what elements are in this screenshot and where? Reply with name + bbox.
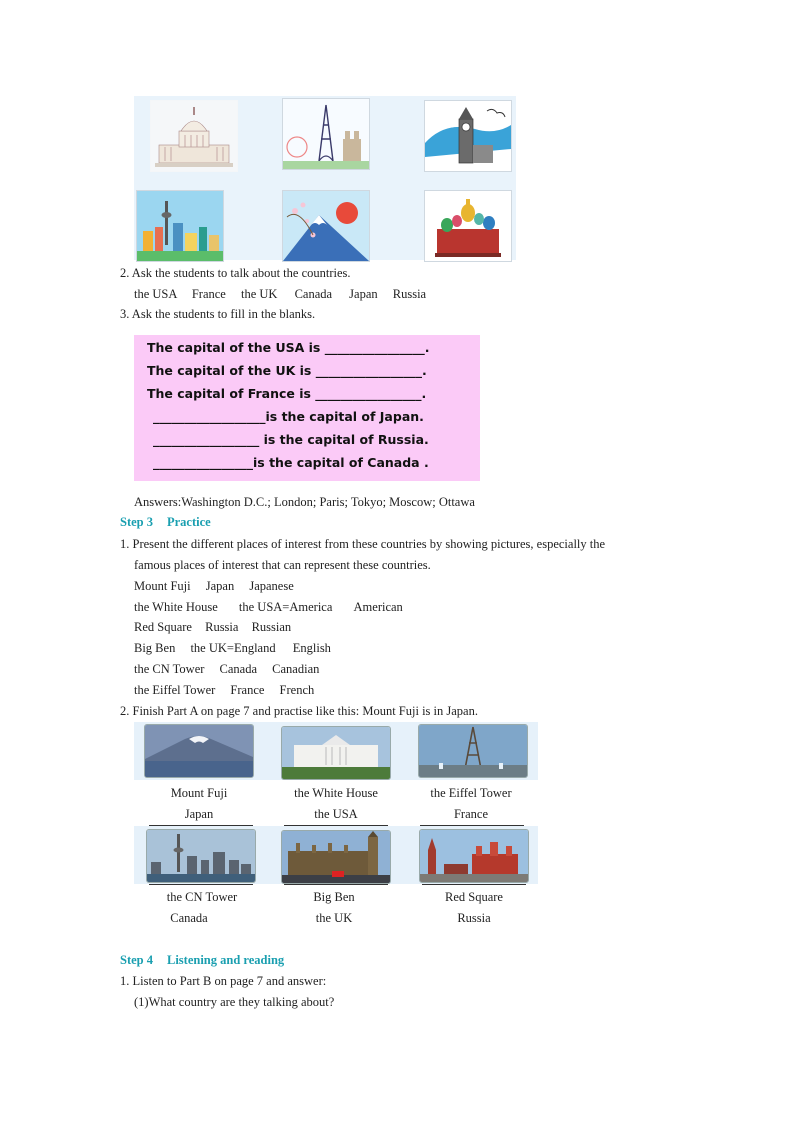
step3-item1-line1: 1. Present the different places of interest from these countries by showing pictures, especially the: [120, 537, 606, 551]
nationality: Canadian: [272, 662, 320, 676]
country-list: [134, 286, 426, 302]
nationality: French: [279, 683, 315, 697]
step3-number: Step 3: [120, 515, 153, 529]
photo-caption-country: Japan: [184, 807, 214, 821]
nationality: Russian: [251, 620, 292, 634]
answers-line: Answers:Washington D.C.; London; Paris; Tokyo; Moscow; Ottawa: [134, 495, 475, 509]
nationality: English: [292, 641, 331, 655]
country-word: the USA: [134, 287, 177, 301]
white-house-photo: [281, 726, 391, 780]
country-name: France: [230, 683, 265, 697]
country-word: the UK: [240, 287, 278, 301]
place-name: the Eiffel Tower: [134, 683, 216, 697]
step4-question1: (1)What country are they talking about?: [134, 995, 335, 1009]
cn-tower-photo: [146, 829, 256, 883]
place-row: [134, 682, 314, 698]
fill-in-blanks-box: [134, 335, 480, 481]
place-name: the CN Tower: [134, 662, 205, 676]
answer-underline: [422, 884, 526, 885]
big-ben-photo: [281, 830, 391, 884]
photo-caption-place: the Eiffel Tower: [430, 786, 512, 800]
fill-sentence: _________________ is the capital of Russia.: [153, 432, 429, 447]
photo-caption-place: Red Square: [445, 890, 503, 904]
mount-fuji-photo: [144, 724, 254, 778]
fill-sentence: ________________is the capital of Canada .: [153, 455, 429, 470]
place-name: Big Ben: [134, 641, 176, 655]
eiffel-tower-photo: [418, 724, 528, 778]
country-word: Russia: [392, 287, 427, 301]
place-row: [134, 599, 403, 615]
step4-heading: [120, 952, 284, 968]
step3-item2: 2. Finish Part A on page 7 and practise like this: Mount Fuji is in Japan.: [120, 704, 478, 718]
step4-item1: 1. Listen to Part B on page 7 and answer:: [120, 974, 327, 988]
answer-underline: [284, 884, 388, 885]
step3-title: Practice: [167, 515, 211, 529]
step3-heading: [120, 514, 211, 530]
mount-fuji-icon: [282, 190, 370, 262]
capitol-building-icon: [150, 100, 238, 172]
step4-title: Listening and reading: [167, 953, 285, 967]
nationality: Japanese: [249, 579, 294, 593]
place-row: [134, 619, 291, 635]
instruction-fill-blanks: 3. Ask the students to fill in the blanks.: [120, 307, 316, 321]
country-name: the UK=England: [190, 641, 276, 655]
step3-item1-line2: famous places of interest that can represent these countries.: [134, 558, 431, 572]
photo-caption-place: Big Ben: [313, 890, 355, 904]
st-basils-cathedral-icon: [424, 190, 512, 262]
fill-sentence: __________________is the capital of Japan.: [153, 409, 424, 424]
place-row: [134, 661, 319, 677]
big-ben-icon: [424, 100, 512, 172]
fill-sentence: The capital of the UK is _________________.: [147, 363, 427, 378]
instruction-talk-countries: 2. Ask the students to talk about the countries.: [120, 266, 351, 280]
country-word: France: [191, 287, 226, 301]
photo-caption-country: the USA: [314, 807, 358, 821]
cn-tower-city-icon: [136, 190, 224, 262]
photo-caption-place: the White House: [294, 786, 378, 800]
place-row: [134, 578, 294, 594]
country-name: Canada: [219, 662, 258, 676]
landmark-pictures-panel: [134, 96, 516, 260]
place-name: the White House: [134, 600, 218, 614]
country-name: Russia: [205, 620, 239, 634]
answer-underline: [149, 884, 253, 885]
place-row: [134, 640, 331, 656]
photo-caption-country: Russia: [457, 911, 491, 925]
photo-caption-country: the UK: [315, 911, 353, 925]
photo-caption-place: Mount Fuji: [170, 786, 228, 800]
photo-caption-country: Canada: [170, 911, 208, 925]
red-square-photo: [419, 829, 529, 883]
country-name: Japan: [205, 579, 235, 593]
country-name: the USA=America: [238, 600, 333, 614]
eiffel-tower-icon: [282, 98, 370, 170]
photo-caption-place: the CN Tower: [166, 890, 238, 904]
step4-number: Step 4: [120, 953, 153, 967]
fill-sentence: The capital of France is _________________.: [147, 386, 427, 401]
nationality: American: [353, 600, 403, 614]
photo-caption-country: France: [453, 807, 488, 821]
country-word: Japan: [349, 287, 378, 301]
country-word: Canada: [294, 287, 333, 301]
place-name: Mount Fuji: [134, 579, 191, 593]
place-name: Red Square: [134, 620, 192, 634]
fill-sentence: The capital of the USA is ________________.: [147, 340, 430, 355]
